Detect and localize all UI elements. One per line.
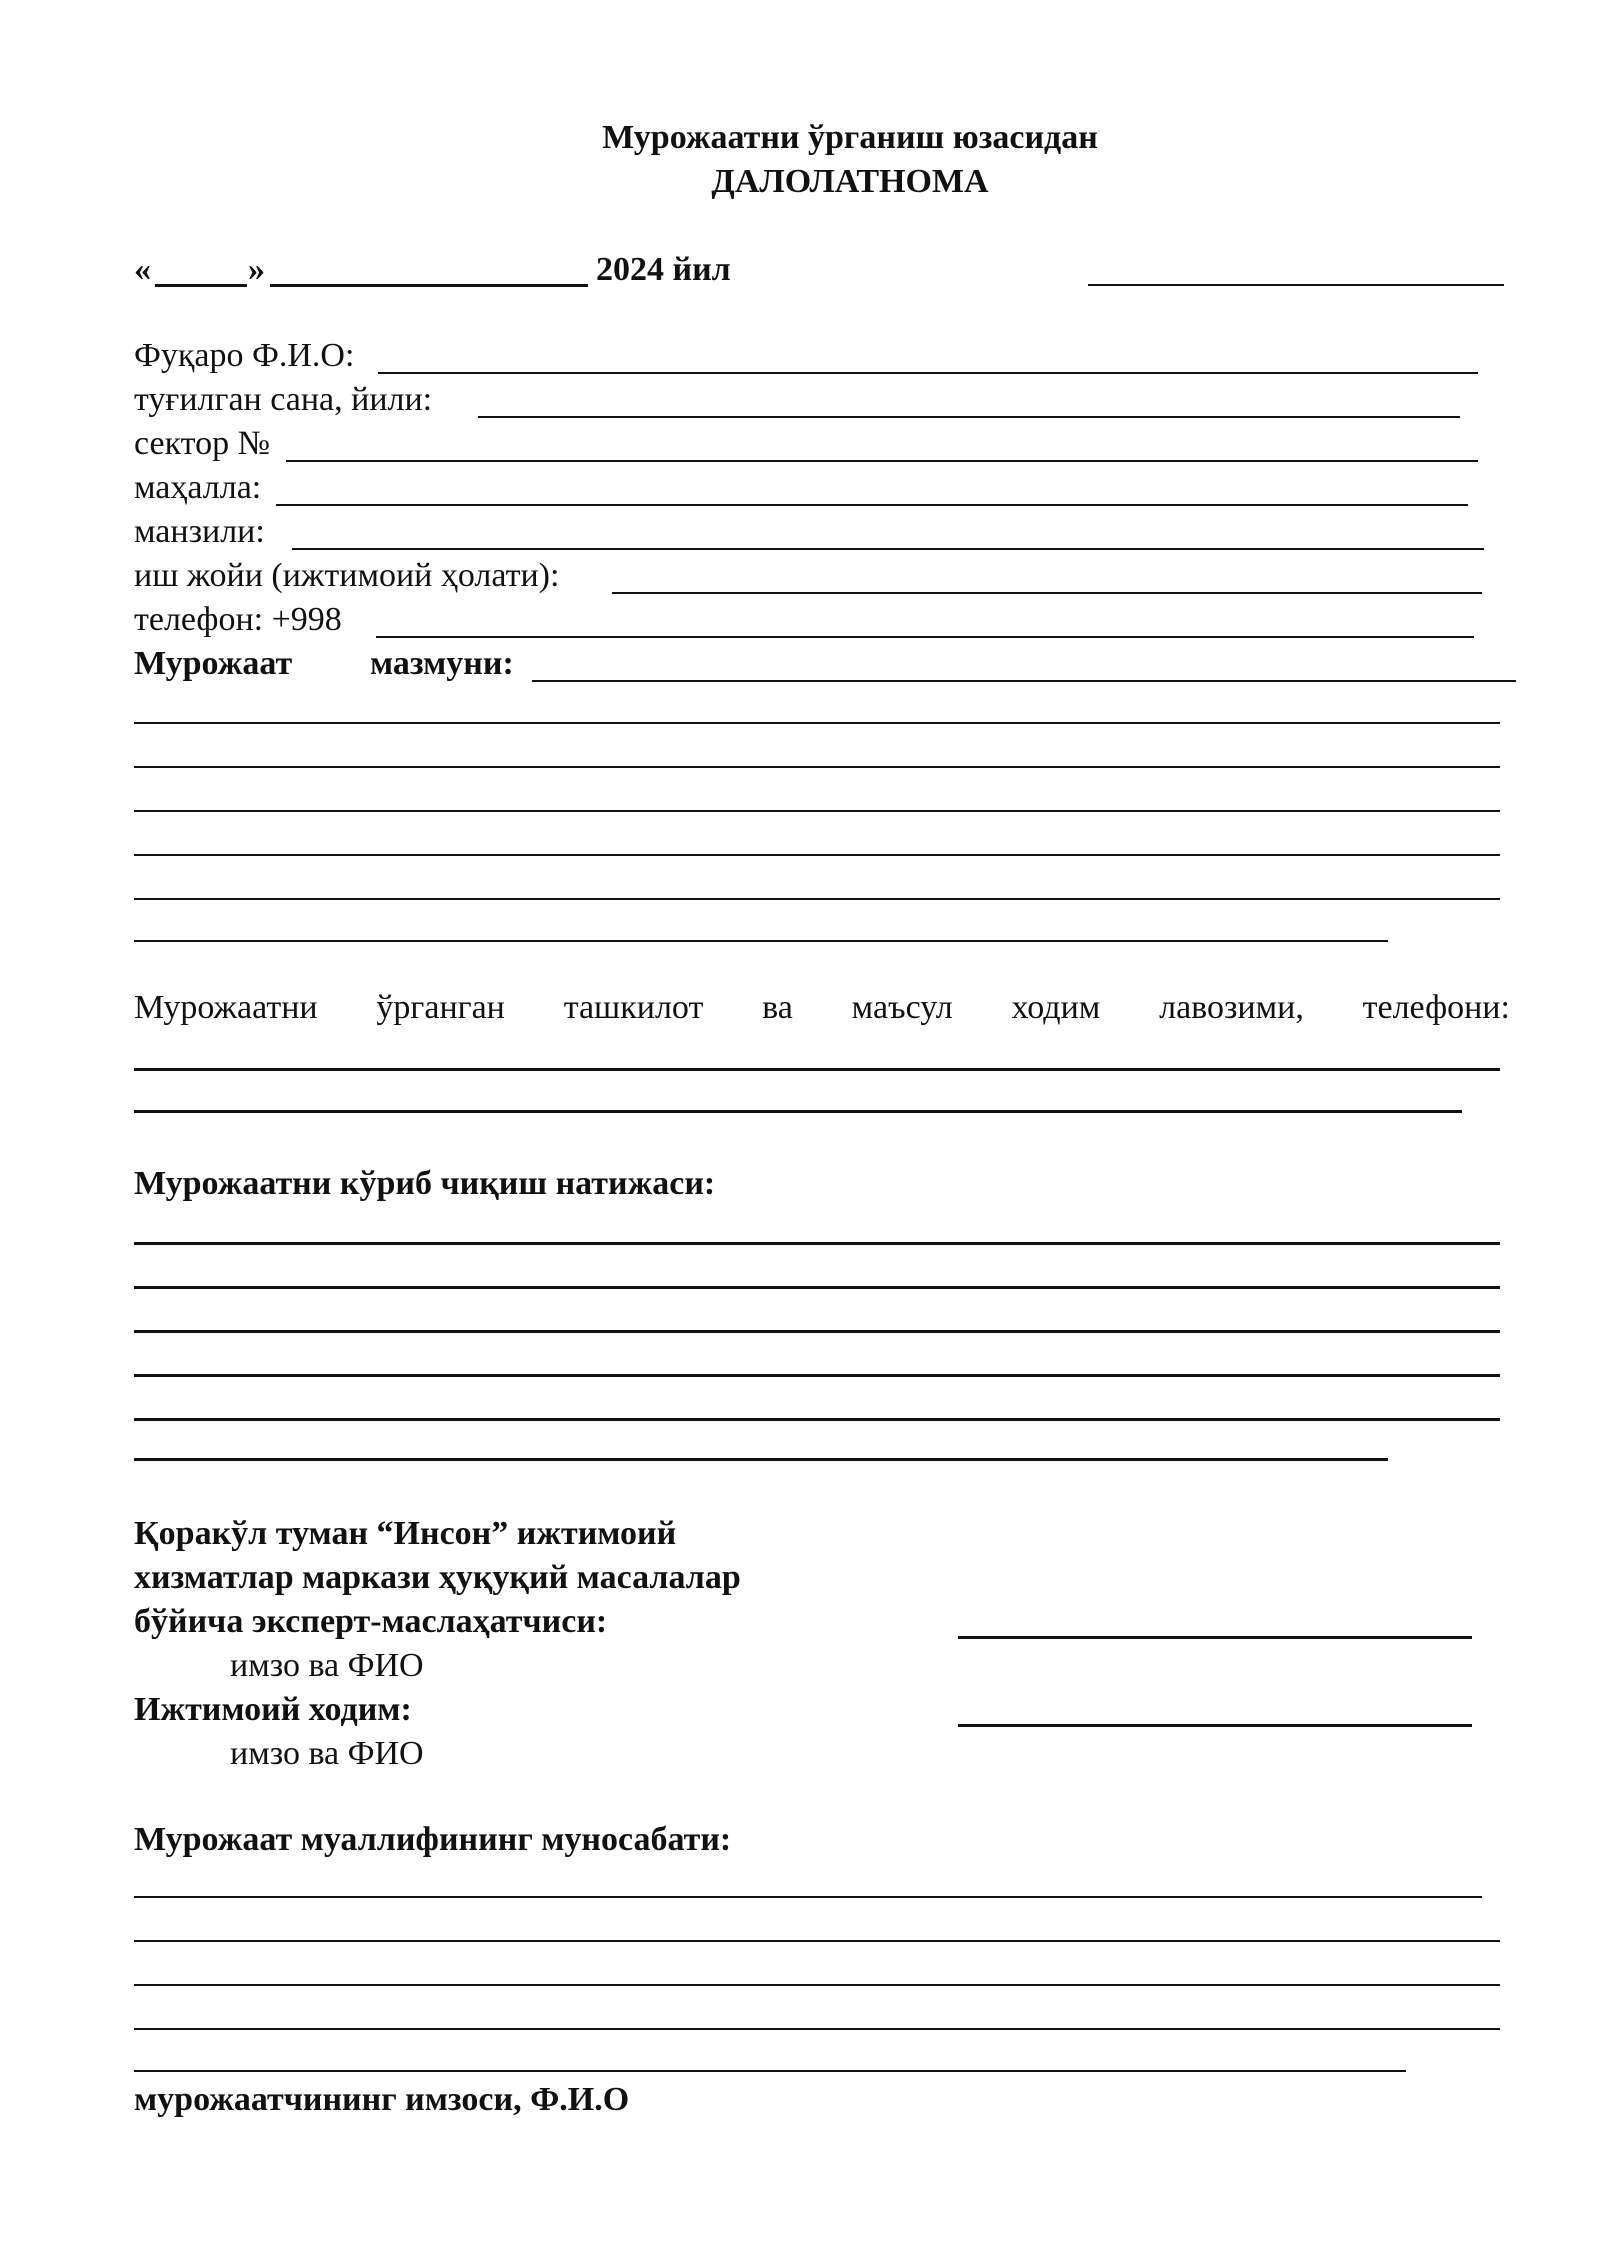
mahalla-blank[interactable] — [276, 504, 1468, 506]
attitude-line[interactable] — [134, 1984, 1500, 1986]
expert-signature-blank[interactable] — [958, 1636, 1472, 1639]
org-line[interactable] — [134, 1110, 1462, 1113]
date-close-quote: » — [248, 251, 265, 288]
citizen-fio-label: Фуқаро Ф.И.О: — [134, 337, 355, 374]
workplace-label: иш жойи (ижтимоий ҳолати): — [134, 557, 560, 594]
result-line[interactable] — [134, 1374, 1500, 1377]
social-worker-label: Ижтимоий ходим: — [134, 1691, 412, 1728]
org-line[interactable] — [134, 1068, 1500, 1071]
org-word: лавозими, — [1159, 989, 1304, 1026]
attitude-line[interactable] — [134, 1940, 1500, 1942]
content-label-word2: мазмуни: — [370, 645, 514, 682]
result-line[interactable] — [134, 1458, 1388, 1461]
org-word: Мурожаатни — [134, 989, 318, 1026]
author-attitude-heading: Мурожаат муаллифининг муносабати: — [134, 1821, 732, 1858]
org-word: телефони: — [1362, 989, 1510, 1026]
result-heading: Мурожаатни кўриб чиқиш натижаси: — [134, 1165, 716, 1202]
org-word: маъсул — [851, 989, 953, 1026]
date-year-text: 2024 йил — [596, 251, 731, 288]
date-day-blank[interactable] — [155, 284, 247, 287]
expert-title-line1: Қоракўл туман “Инсон” ижтимоий — [134, 1515, 677, 1552]
org-word: ва — [762, 989, 793, 1026]
expert-title-line2: хизматлар маркази ҳуқуқий масалалар — [134, 1559, 741, 1596]
mahalla-label: маҳалла: — [134, 469, 262, 506]
org-responsible-label — [134, 988, 1510, 1028]
result-line[interactable] — [134, 1242, 1500, 1245]
attitude-line[interactable] — [134, 2028, 1500, 2030]
content-line[interactable] — [134, 898, 1500, 900]
place-blank[interactable] — [1088, 284, 1504, 286]
social-worker-sign-caption: имзо ва ФИО — [230, 1735, 424, 1772]
date-month-blank[interactable] — [270, 284, 588, 287]
result-line[interactable] — [134, 1286, 1500, 1289]
birth-date-label: туғилган сана, йили: — [134, 381, 433, 418]
workplace-blank[interactable] — [612, 592, 1482, 594]
document-title: Мурожаатни ўрганиш юзасидан — [602, 119, 1098, 156]
expert-sign-caption: имзо ва ФИО — [230, 1647, 424, 1684]
document-subtitle: ДАЛОЛАТНОМА — [711, 163, 989, 200]
content-blank[interactable] — [532, 680, 1516, 682]
phone-blank[interactable] — [376, 636, 1474, 638]
social-worker-signature-blank[interactable] — [958, 1724, 1472, 1727]
org-word: ходим — [1011, 989, 1101, 1026]
citizen-fio-blank[interactable] — [378, 372, 1478, 374]
address-label: манзили: — [134, 513, 265, 550]
address-blank[interactable] — [292, 548, 1484, 550]
content-line[interactable] — [134, 722, 1500, 724]
applicant-signature-label: мурожаатчининг имзоси, Ф.И.О — [134, 2081, 630, 2118]
attitude-line[interactable] — [134, 2070, 1406, 2072]
content-line[interactable] — [134, 854, 1500, 856]
content-line[interactable] — [134, 940, 1388, 942]
org-word: ўрганган — [376, 989, 505, 1026]
result-line[interactable] — [134, 1330, 1500, 1333]
sector-label: сектор № — [134, 425, 271, 462]
content-line[interactable] — [134, 810, 1500, 812]
expert-title-line3: бўйича эксперт-маслаҳатчиси: — [134, 1603, 608, 1640]
birth-date-blank[interactable] — [478, 416, 1460, 418]
attitude-line[interactable] — [134, 1896, 1482, 1898]
content-line[interactable] — [134, 766, 1500, 768]
date-open-quote: « — [134, 251, 151, 288]
phone-label: телефон: +998 — [134, 601, 342, 638]
sector-blank[interactable] — [286, 460, 1478, 462]
content-label-word1: Мурожаат — [134, 645, 293, 682]
org-word: ташкилот — [563, 989, 704, 1026]
result-line[interactable] — [134, 1418, 1500, 1421]
